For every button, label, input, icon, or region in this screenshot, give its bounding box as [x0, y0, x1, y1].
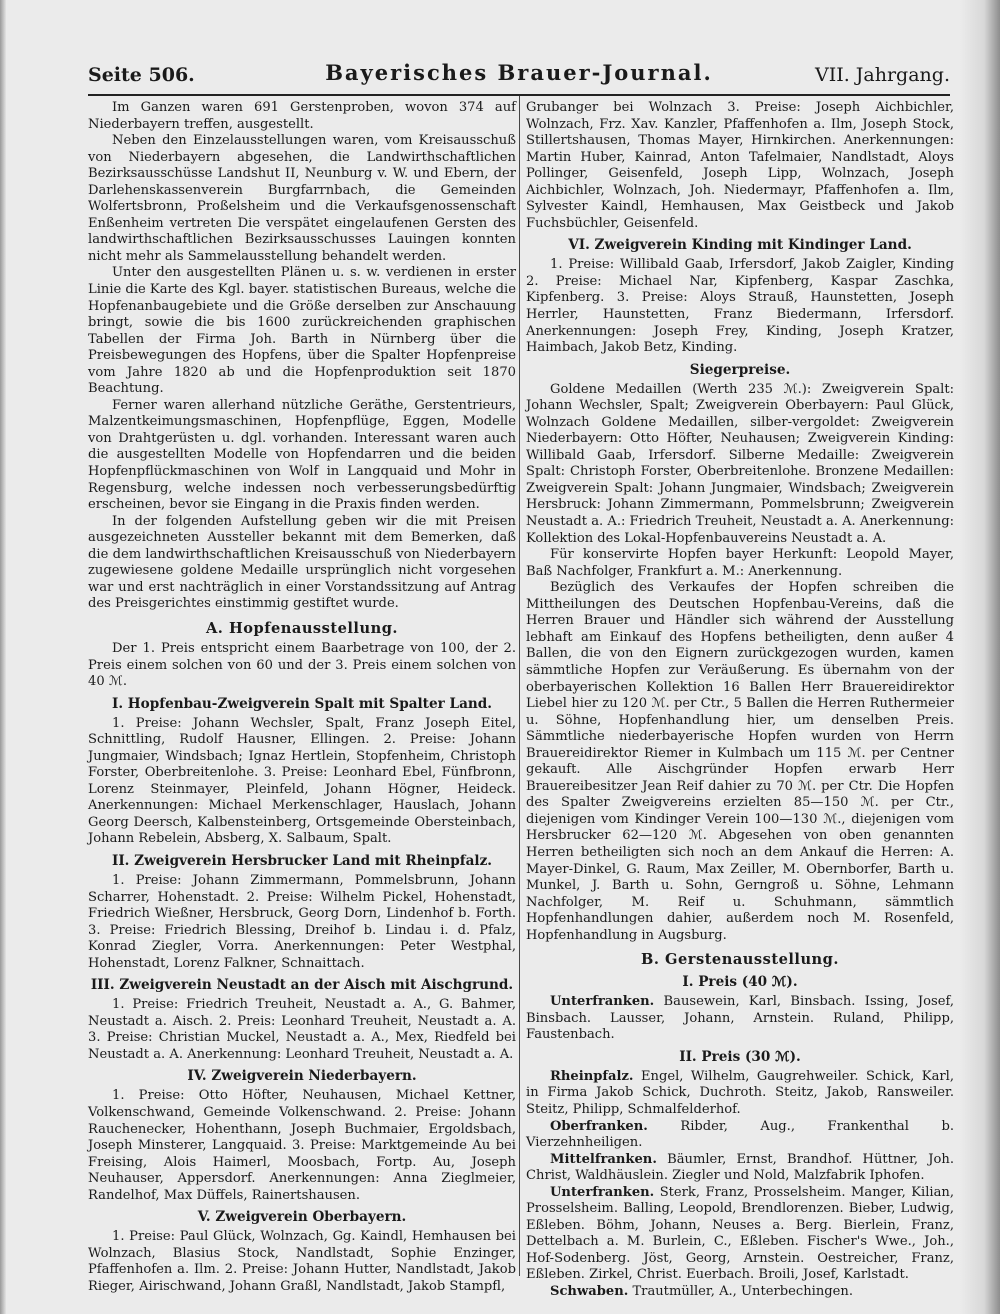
subheading-kinding: VI. Zweigverein Kinding mit Kindinger Land.	[568, 237, 912, 254]
entry-text: Ribder, Aug., Frankenthal b. Vierzehnheiligen.	[526, 1118, 954, 1151]
region-label: Oberfranken.	[550, 1118, 648, 1134]
subheading-oberbayern: V. Zweigverein Oberbayern.	[197, 1209, 407, 1226]
subheading-siegerpreise: Siegerpreise.	[689, 361, 791, 378]
subheading-neustadt: III. Zweigverein Neustadt an der Aisch mit Aischgrund.	[90, 977, 514, 994]
paragraph: 1. Preise: Willibald Gaab, Irfersdorf, Jakob Zaigler, Kinding 2. Preise: Michael Nar, Kipfenberg, Kaspar Zaschka, Kipfenberg. 3. Preise: Aloys Strauß, Haunstetten, Joseph Herrler, Haunstetten, Franz Biedermann, Irfersdorf. Anerkennungen: Joseph Frey, Kinding, Joseph Kratzer, Haimbach, Jakob Betz, Kinding.	[526, 257, 954, 356]
paragraph: Im Ganzen waren 691 Gerstenproben, wovon 374 auf Niederbayern treffen, ausgestellt.	[88, 100, 516, 132]
page-header	[88, 60, 950, 92]
paragraph	[526, 1069, 954, 1119]
paragraph	[526, 1119, 954, 1152]
paragraph: Grubanger bei Wolnzach 3. Preise: Joseph Aichbichler, Wolnzach, Frz. Xav. Kanzler, Pfaffenhofen a. Ilm, Joseph Stock, Stillertshausen, Thomas Mayer, Hirnkirchen. Anerkennungen: Martin Huber, Kainrad, Anton Tafelmaier, Nandlstadt, Aloys Pollinger, Geisenfeld, Joseph Lipp, Wolnzach, Joseph Aichbichler, Wolnzach, Joh. Niedermayr, Pfaffenhofen a. Ilm, Sylvester Kaindl, Hemhausen, Max Geistbeck und Jakob Fuchsbüchler, Geisenfeld.	[526, 100, 954, 231]
region-label: Unterfranken.	[550, 1184, 655, 1200]
paragraph: Der 1. Preis entspricht einem Baarbetrage von 100, der 2. Preis einem solchen von 60 und der 3. Preis einem solchen von 40 ℳ.	[88, 640, 516, 690]
paragraph	[526, 1152, 954, 1185]
left-column	[88, 100, 516, 1294]
subheading-second-prize: II. Preis (30 ℳ).	[679, 1048, 801, 1065]
subheading-hersbruck: II. Zweigverein Hersbrucker Land mit Rheinpfalz.	[111, 852, 493, 869]
subheading-spalt: I. Hopfenbau-Zweigverein Spalt mit Spalter Land.	[111, 695, 492, 712]
paragraph: Ferner waren allerhand nützliche Geräthe, Gerstentrieurs, Malzentkeimungsmaschinen, Hopfenpflüge, Eggen, Modelle von Drahtgerüsten u. dgl. vorhanden. Interessant waren auch die ausgestellten Modelle von Hopfendarren und die beiden Hopfenpflückmaschinen von Wolf in Langquaid und Mohr in Regensburg, welche indessen noch verbesserungsbedürftig erscheinen, bevor sie Eingang in die Praxis finden werden.	[88, 397, 516, 513]
paragraph: Unter den ausgestellten Plänen u. s. w. verdienen in erster Linie die Karte des Kgl. bayer. statistischen Bureaus, welche die Hopfenanbaugebiete und die Größe derselben zur Anschauung bringt, sowie die bis 1600 zurückreichenden graphischen Tabellen der Firma Joh. Barth in Nürnberg über die Preisbewegungen des Hopfens, über die Spalter Hopfenpreise vom Jahre 1820 ab und die Hopfenproduktion seit 1870 Beachtung.	[88, 265, 516, 397]
volume-year: VII. Jahrgang.	[814, 64, 950, 86]
region-label: Mittelfranken.	[550, 1151, 657, 1167]
entry-text: Sterk, Franz, Prosselsheim. Manger, Kilian, Prosselsheim. Balling, Leopold, Brendlorenzen. Bieber, Ludwig, Eßleben. Böhm, Johann, Neuses a. Berg. Bierlein, Franz, Dettelbach a. M. Burlein, C., Eßleben. Fischer's Wwe., Joh., Hof-Sodenberg. Jöst, Georg, Arnstein. Oestreicher, Franz, Eßleben. Zirkel, Christ. Euerbach. Broili, Josef, Karlstadt.	[526, 1184, 954, 1283]
paragraph: Für konservirte Hopfen bayer Herkunft: Leopold Mayer, Baß Nachfolger, Frankfurt a. M.: Anerkennung.	[526, 547, 954, 579]
paragraph	[526, 1185, 954, 1284]
entry-text: Bausewein, Karl, Binsbach. Issing, Josef, Binsbach. Lausser, Johann, Arnstein. Ruland, Philipp, Faustenbach.	[526, 994, 954, 1043]
paragraph: Goldene Medaillen (Werth 235 ℳ.): Zweigverein Spalt: Johann Wechsler, Spalt; Zweigverein Oberbayern: Paul Glück, Wolnzach Goldene Medaillen, silber-vergoldet: Zweigverein Niederbayern: Otto Höfter, Neuhausen; Zweigverein Kinding: Willibald Gaab, Irfersdorf. Silberne Medaille: Zweigverein Spalt: Christoph Forster, Oberbreitenlohe. Bronzene Medaillen: Zweigverein Spalt: Johann Jungmaier, Windsbach; Zweigverein Hersbruck: Johann Zimmermann, Pommelsbrunn; Zweigverein Neustadt a. A.: Friedrich Treuheit, Neustadt a. A. Anerkennung: Kollektion des Lokal-Hopfenbauvereins Neustadt a. A.	[526, 381, 954, 546]
page-edge-left	[0, 0, 6, 1314]
paragraph	[526, 994, 954, 1044]
paragraph: Neben den Einzelausstellungen waren, vom Kreisausschuß von Niederbayern abgesehen, die Landwirthschaftlichen Bezirksausschüsse Landshut II, Neunburg v. W. und Ebern, der Darlehenskassenverein Burgfarrnbach, die Gemeinden Wolfertsbronn, Proßelsheim und die Verkaufsgenossenschaft Enßenheim vertreten Die verspätet eingelaufenen Gersten des landwirthschaftlichen Bezirksausschusses Lauingen konnten nicht mehr als Sammelausstellung behandelt werden.	[88, 133, 516, 264]
journal-title: Bayerisches Brauer-Journal.	[325, 60, 713, 85]
region-label: Schwaben.	[550, 1284, 629, 1299]
entry-text: Trautmüller, A., Unterbechingen.	[632, 1284, 853, 1299]
entry-text: Engel, Wilhelm, Gaugrehweiler. Schick, Karl, in Firma Jakob Schick, Duchroth. Steitz, Jakob, Ransweiler. Steitz, Philipp, Schmalfelderhof.	[526, 1068, 954, 1117]
paragraph: 1. Preise: Johann Wechsler, Spalt, Franz Joseph Eitel, Schnittling, Rudolf Hausner, Ellingen. 2. Preise: Johann Jungmaier, Windsbach; Ignaz Hertlein, Stopfenheim, Christoph Forster, Oberbreitenlohe. 3. Preise: Leonhard Ebel, Fünfbronn, Lorenz Steinmayer, Pleinfeld, Johann Högner, Heideck. Anerkennungen: Michael Merkenschlager, Hauslach, Johann Georg Deersch, Kalbensteinberg, Ortsgemeinde Obersteinbach, Johann Rebelein, Absberg, X. Salbaum, Spalt.	[88, 715, 516, 847]
entry-text: Bäumler, Ernst, Brandhof. Hüttner, Joh. Christ, Waldhäuslein. Ziegler und Nold, Malzfabrik Iphofen.	[526, 1151, 954, 1184]
paragraph: 1. Preise: Friedrich Treuheit, Neustadt a. A., G. Bahmer, Neustadt a. Aisch. 2. Preis: Leonhard Treuheit, Neustadt a. A. 3. Preise: Christian Muckel, Neustadt a. A., Mex, Riedfeld bei Neustadt a. A. Anerkennung: Leonhard Treuheit, Neustadt a. A.	[88, 997, 516, 1062]
section-heading-gerstenausstellung: B. Gerstenausstellung.	[641, 951, 839, 969]
page-edge-right	[960, 0, 1000, 1314]
column-divider	[519, 96, 520, 1276]
paragraph: 1. Preise: Paul Glück, Wolnzach, Gg. Kaindl, Hemhausen bei Wolnzach, Blasius Stock, Nandlstadt, Sophie Enzinger, Pfaffenhofen a. Ilm. 2. Preise: Johann Hutter, Nandlstadt, Jakob Rieger, Airischwand, Johann Graßl, Nandlstadt, Jakob Stampfl,	[88, 1229, 516, 1294]
section-heading-hopfenausstellung: A. Hopfenausstellung.	[205, 619, 398, 637]
page-number: Seite 506.	[88, 64, 195, 86]
paragraph: Bezüglich des Verkaufes der Hopfen schreiben die Mittheilungen des Deutschen Hopfenbau-Vereins, daß die Herren Brauer und Händler sich während der Ausstellung lebhaft am Einkauf des Hopfens betheiligten, denn außer 4 Ballen, die von den Eignern zurückgezogen wurden, kamen sämmtliche Hopfen zur Veräußerung. Es übernahm von der oberbayerischen Kollektion 16 Ballen Herr Brauereidirektor Liebel hier zu 120 ℳ. per Ctr., 5 Ballen die Herren Ruthermeier u. Söhne, Hopfenhandlung hier, um denselben Preis. Sämmtliche niederbayerische Hopfen wurden von Herrn Brauereidirektor Riemer in Kulmbach um 115 ℳ. per Centner gekauft. Alle Aischgründer Hopfen erwarb Herr Brauereibesitzer Jean Reif dahier zu 70 ℳ. per Ctr. Die Hopfen des Spalter Zweigvereins erzielten 85—150 ℳ. per Ctr., diejenigen vom Kindinger Verein 100—130 ℳ., diejenigen vom Hersbrucker 62—120 ℳ. Abgesehen von oben genannten Herren betheiligten sich noch an dem Ankauf die Herren: A. Mayer-Dinkel, G. Raum, Max Zeiller, M. Obernborfer, Barth u. Munkel, J. Barth u. Sohn, Gerngroß u. Söhne, Lehmann Nachfolger, M. Reif u. Schuhmann, sämmtlich Hopfenhandlungen dahier, außerdem noch M. Rosenfeld, Hopfenhandlung in Augsburg.	[526, 580, 954, 943]
paragraph	[526, 1284, 954, 1301]
paragraph: 1. Preise: Johann Zimmermann, Pommelsbrunn, Johann Scharrer, Hohenstadt. 2. Preise: Wilhelm Pickel, Hohenstadt, Friedrich Wießner, Hersbruck, Georg Dorn, Lindenhof b. Forth. 3. Preise: Friedrich Blessing, Dreihof b. Lindau i. d. Pfalz, Konrad Ziegler, Vorra. Anerkennungen: Peter Westphal, Hohenstadt, Lorenz Falkner, Schnaittach.	[88, 872, 516, 971]
right-column	[526, 100, 954, 1299]
paragraph: 1. Preise: Otto Höfter, Neuhausen, Michael Kettner, Volkenschwand, Gemeinde Volkenschwand. 2. Preise: Johann Rauchenecker, Hohenthann, Joseph Buchmaier, Ergoldsbach, Joseph Minsterer, Langquaid. 3. Preise: Marktgemeinde Au bei Freising, Alois Haimerl, Moosbach, Fortp. Au, Joseph Neuhauser, Appersdorf. Anerkennungen: Anna Zieglmeier, Randelhof, Max Düffels, Rainertshausen.	[88, 1088, 516, 1203]
paragraph: In der folgenden Aufstellung geben wir die mit Preisen ausgezeichneten Aussteller bekannt mit dem Bemerken, daß die dem landwirthschaftlichen Kreisausschuß von Niederbayern zugewiesene goldene Medaille ursprünglich nicht vorgesehen war und erst nachträglich in einer Vorstandssitzung auf Antrag des Preisgerichtes einstimmig gestiftet wurde.	[88, 513, 516, 612]
subheading-niederbayern: IV. Zweigverein Niederbayern.	[187, 1068, 417, 1085]
subheading-first-prize: I. Preis (40 ℳ).	[682, 974, 798, 991]
region-label: Rheinpfalz.	[550, 1068, 634, 1084]
region-label: Unterfranken.	[550, 994, 655, 1010]
